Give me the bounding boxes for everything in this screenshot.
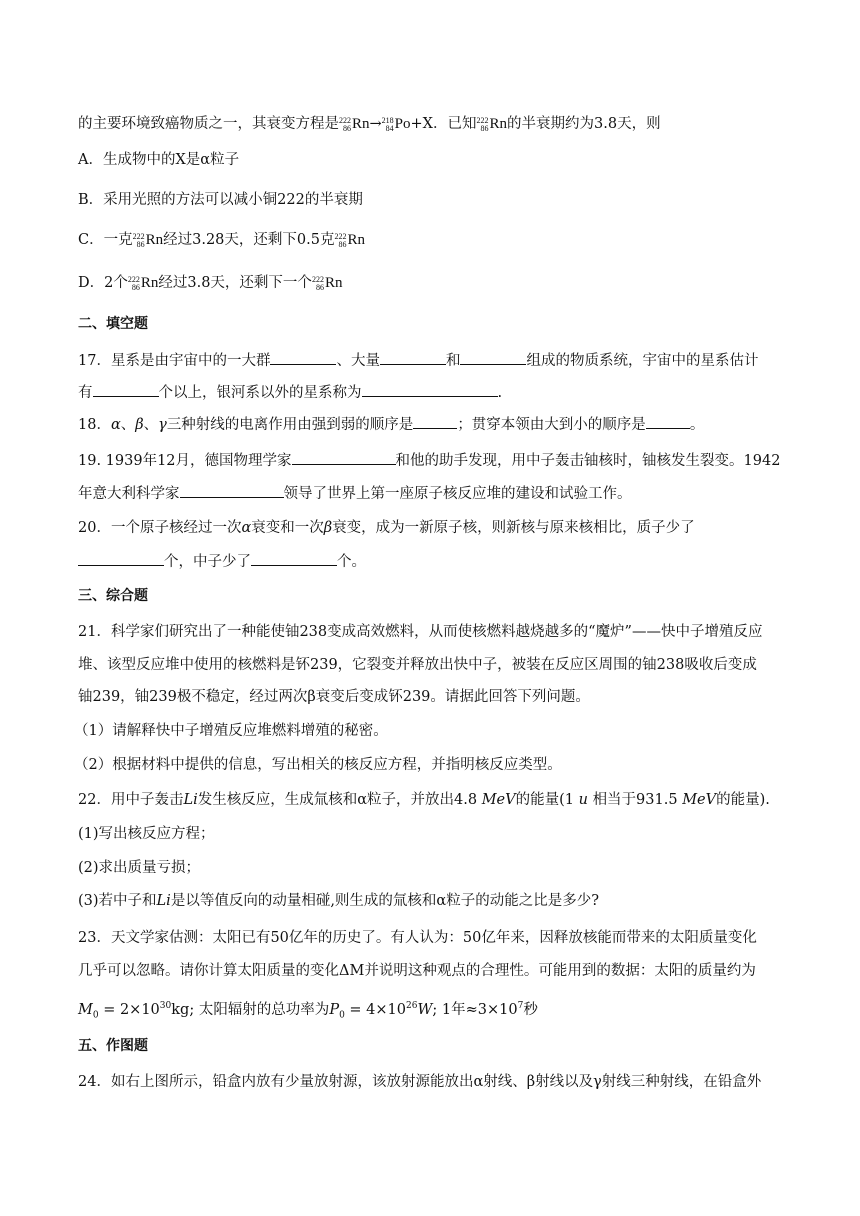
section-2-title: 二、填空题: [78, 316, 148, 332]
rn-nuclide: 222 86 Rn: [339, 115, 370, 133]
q16-option-d: D．2个 222 86 Rn经过3.8天，还剩下一个 222 86 Rn: [78, 274, 343, 292]
arrow: →: [369, 116, 382, 132]
q23-line2: 几乎可以忽略。请你计算太阳质量的变化ΔM并说明这种观点的合理性。可能用到的数据：太阳的质量约为: [78, 963, 756, 979]
q21-sub1: （1）请解释快中子增殖反应堆燃料增殖的秘密。: [74, 723, 388, 739]
q21-line3: 铀239，铀239极不稳定，经过两次β衰变后变成钚239。请据此回答下列问题。: [78, 689, 590, 705]
q16-stem-tail: 的半衰期约为3.8天，则: [507, 116, 661, 132]
q16-option-c: C．一克 222 86 Rn经过3.28天，还剩下0.5克 222 86 Rn: [78, 231, 365, 249]
q22-sub1: (1)写出核反应方程；: [78, 826, 215, 842]
q19-line2: 年意大利科学家 领导了世界上第一座原子核反应堆的建设和试验工作。: [78, 483, 790, 504]
blank: [78, 551, 164, 566]
q20-line2: 个，中子少了 个。: [78, 551, 790, 572]
blank: [646, 414, 690, 429]
q23-line3: $M_0 = 2\times 10^{30}kg$; 太阳辐射的总功率为$P_0 = 4\times 10^{26}W$; 1年$\approx 3\times 10^7$秒: [78, 1001, 538, 1021]
q21-line2: 堆、该型反应堆中使用的核燃料是钚239，它裂变并释放出快中子，被装在反应区周围的铀238吸收后变成: [78, 657, 757, 673]
q22-sub2: (2)求出质量亏损；: [78, 860, 201, 876]
blank: [362, 382, 498, 397]
blank: [251, 551, 337, 566]
blank: [292, 450, 396, 465]
q16-eq-tail: +X．已知: [410, 116, 477, 132]
q22-line1: 22．用中子轰击Li发生核反应，生成氚核和α粒子，并放出4.8 MeV的能量(1 u 相当于931.5 MeV的能量).: [78, 792, 770, 808]
blank: [380, 350, 446, 365]
q16-stem-text: 的主要环境致癌物质之一，其衰变方程是: [78, 116, 339, 132]
blank: [270, 350, 336, 365]
q21-sub2: （2）根据材料中提供的信息，写出相关的核反应方程，并指明核反应类型。: [74, 757, 562, 773]
q22-sub3: (3)若中子和Li是以等值反向的动量相碰,则生成的氚核和α粒子的动能之比是多少?: [78, 893, 600, 909]
q18: 18．α、β、γ三种射线的电离作用由强到弱的顺序是 ；贯穿本领由大到小的顺序是 。: [78, 414, 790, 435]
rn-nuclide: 222 86 Rn: [476, 115, 508, 133]
blank: [180, 483, 284, 498]
q20-line1: 20．一个原子核经过一次α衰变和一次β衰变，成为一新原子核，则新核与原来核相比，质子少了: [78, 520, 695, 536]
blank: [460, 350, 526, 365]
po-nuclide: 218 84 Po: [381, 115, 411, 133]
q16-stem: [78, 114, 790, 134]
q23-line1: 23．天文学家估测：太阳已有50亿年的历史了。有人认为：50亿年来，因释放核能而带来的太阳质量变化: [78, 930, 757, 946]
q17-line1: 17．星系是由宇宙中的一大群 、大量 和 组成的物质系统，宇宙中的星系估计: [78, 350, 790, 371]
q21-line1: 21．科学家们研究出了一种能使铀238变成高效燃料，从而使核燃料越烧越多的“魔炉”——快中子增殖反应: [78, 624, 763, 640]
section-3-title: 三、综合题: [78, 588, 148, 604]
q17-line2: 有 个以上，银河系以外的星系称为 .: [78, 382, 790, 403]
q16-option-a: A．生成物中的X是α粒子: [78, 152, 240, 168]
blank: [93, 382, 159, 397]
q16-option-b: B．采用光照的方法可以减小铜222的半衰期: [78, 192, 363, 208]
section-5-title: 五、作图题: [78, 1038, 148, 1054]
blank: [413, 414, 457, 429]
q24-line1: 24．如右上图所示，铅盒内放有少量放射源，该放射源能放出α射线、β射线以及γ射线三种射线，在铅盒外: [78, 1074, 762, 1090]
q19-line1: 19. 1939年12月，德国物理学家 和他的助手发现，用中子轰击铀核时，铀核发生裂变。1942: [78, 450, 790, 471]
